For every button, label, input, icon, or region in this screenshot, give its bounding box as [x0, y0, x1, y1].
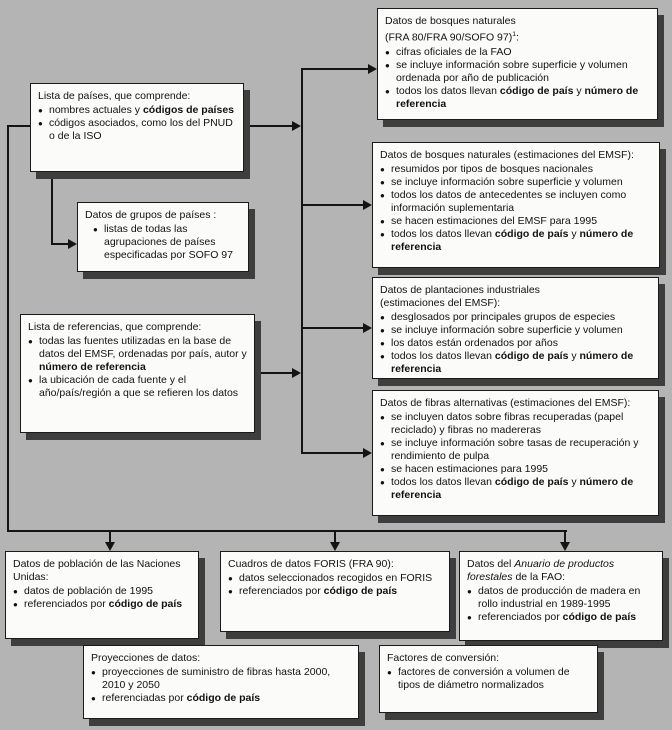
- bullet-icon: ●: [28, 337, 33, 346]
- bullet-icon: ●: [467, 613, 472, 622]
- bullet-text: desglosados por principales grupos de especies: [391, 311, 616, 323]
- box-title: Datos de población de las Naciones Unidas:: [13, 558, 181, 583]
- bullet-icon: ●: [28, 376, 33, 385]
- arrowhead-lista-paises-icon: [292, 121, 301, 131]
- box-proyecciones: [83, 645, 359, 719]
- bullet-icon: ●: [380, 326, 385, 335]
- box-title: Cuadros de datos FORIS (FRA 90):: [228, 558, 394, 570]
- bullet-text: referenciados por código de país: [24, 598, 183, 610]
- bullet-icon: ●: [380, 439, 385, 448]
- arrowhead-bosques-fao-icon: [368, 64, 377, 74]
- connector-elbow-vertical: [51, 172, 53, 245]
- bullet-text: referenciadas por código de país: [102, 692, 261, 704]
- bullet-icon: ●: [13, 587, 18, 596]
- bullet-icon: ●: [380, 230, 385, 239]
- bullet-icon: ●: [228, 587, 233, 596]
- box-grupos-paises: [77, 202, 249, 272]
- bullet-text: factores de conversión a volumen de tipos de diámetro normalizados: [398, 666, 570, 691]
- list-item: [91, 692, 351, 705]
- bullet-icon: ●: [380, 191, 385, 200]
- list-item: [380, 324, 651, 337]
- bullet-text: datos seleccionados recogidos en FORIS: [239, 572, 433, 584]
- list-item: [13, 598, 191, 611]
- box-lista-paises: [30, 83, 244, 172]
- bullet-text: se incluye información sobre superficie y volumen: [391, 324, 623, 336]
- bullet-icon: ●: [38, 119, 43, 128]
- bullet-icon: ●: [93, 225, 98, 234]
- bullet-icon: ●: [13, 600, 18, 609]
- connector-elbow-horizontal: [51, 243, 69, 245]
- arrowhead-foris-icon: [330, 542, 340, 551]
- bullet-icon: ●: [91, 694, 96, 703]
- bullet-icon: ●: [380, 178, 385, 187]
- bullet-icon: ●: [228, 574, 233, 583]
- box-title: Datos de fibras alternativas (estimaciones del EMSF):: [380, 397, 631, 409]
- box-title: Factores de conversión:: [387, 652, 500, 664]
- list-item: [28, 335, 247, 374]
- arrowhead-referencias-icon: [292, 368, 301, 378]
- list-item: [38, 117, 236, 143]
- box-title: Lista de países, que comprende:: [38, 90, 191, 102]
- list-item: [380, 476, 651, 502]
- bullet-text: se hacen estimaciones del EMSF para 1995: [391, 215, 598, 227]
- list-item: [380, 437, 651, 463]
- list-item: [385, 85, 650, 111]
- bullet-text: códigos asociados, como los del PNUD o de la ISO: [49, 117, 233, 142]
- arrowhead-anuario-icon: [560, 542, 570, 551]
- bullet-text: se incluye información sobre superficie y volumen: [391, 176, 623, 188]
- list-item: [380, 163, 652, 176]
- bullet-icon: ●: [387, 668, 392, 677]
- box-title: Datos de grupos de países :: [85, 209, 217, 221]
- list-item: [387, 666, 590, 692]
- box-poblacion: [5, 551, 199, 639]
- box-foris: [220, 551, 450, 632]
- connector-lista-paises-right: [245, 125, 293, 127]
- connector-branch-bosques-fao: [301, 68, 369, 70]
- list-item: [13, 585, 191, 598]
- bullet-text: se incluye información sobre tasas de recuperación y rendimiento de pulpa: [391, 437, 639, 462]
- list-item: [228, 585, 442, 598]
- list-item: [380, 463, 651, 476]
- bullet-text: nombres actuales y códigos de países: [49, 104, 234, 116]
- list-item: [380, 228, 652, 254]
- bullet-icon: ●: [38, 106, 43, 115]
- bullet-text: referenciados por código de país: [478, 611, 637, 623]
- bullet-icon: ●: [380, 352, 385, 361]
- bullet-text: proyecciones de suministro de fibras hasta 2000, 2010 y 2050: [102, 666, 331, 691]
- bullet-icon: ●: [385, 60, 390, 70]
- box-title: Datos de bosques naturales (FRA 80/FRA 90/SOFO 97)$^1$:: [385, 15, 519, 44]
- bullet-text: todos los datos llevan código de país y número de referencia: [396, 84, 639, 110]
- connector-left-vertical: [7, 125, 9, 532]
- list-item: [380, 176, 652, 189]
- connector-mid-vertical: [301, 68, 303, 454]
- bullet-icon: ●: [380, 465, 385, 474]
- list-item: [93, 223, 241, 262]
- list-item: [380, 411, 651, 437]
- box-bosques-naturales-emsf: [372, 142, 660, 268]
- list-item: [91, 666, 351, 692]
- connector-branch-bosques-emsf: [301, 204, 364, 206]
- bullet-text: datos de población de 1995: [24, 585, 154, 597]
- bullet-text: todos los datos llevan código de país y número de referencia: [391, 476, 634, 501]
- list-item: [380, 215, 652, 228]
- box-title: Lista de referencias, que comprende:: [28, 321, 202, 333]
- arrowhead-bosques-emsf-icon: [363, 200, 372, 210]
- bullet-text: todas las fuentes utilizadas en la base de datos del EMSF, ordenadas por país, autor y número de referencia: [39, 335, 247, 373]
- bullet-icon: ●: [380, 217, 385, 226]
- connector-bottom-horizontal: [7, 530, 567, 532]
- list-item: [467, 611, 655, 624]
- connector-lista-paises-left: [7, 125, 32, 127]
- bullet-text: los datos están ordenados por años: [391, 337, 558, 349]
- bullet-icon: ●: [380, 313, 385, 322]
- bullet-icon: ●: [380, 165, 385, 174]
- bullet-icon: ●: [380, 413, 385, 422]
- connector-branch-fibras: [301, 452, 364, 454]
- bullet-icon: ●: [467, 587, 472, 596]
- bullet-icon: ●: [380, 339, 385, 348]
- box-title: Datos del Anuario de productos forestales de la FAO:: [467, 558, 615, 583]
- list-item: [380, 350, 651, 376]
- bullet-icon: ●: [380, 478, 385, 487]
- arrowhead-poblacion-icon: [105, 542, 115, 551]
- connector-referencias-right: [255, 372, 293, 374]
- bullet-text: todos los datos llevan código de país y número de referencia: [391, 350, 634, 375]
- bullet-text: cifras oficiales de la FAO: [396, 45, 512, 58]
- list-item: [385, 46, 650, 59]
- bullet-text: referenciados por código de país: [239, 585, 398, 597]
- list-item: [380, 189, 652, 215]
- list-item: [380, 311, 651, 324]
- box-bosques-naturales-fao: [377, 8, 658, 120]
- bullet-text: resumidos por tipos de bosques nacionales: [391, 163, 593, 175]
- arrowhead-plantaciones-icon: [363, 323, 372, 333]
- bullet-text: se incluye información sobre superficie y volumen ordenada por año de publicación: [396, 58, 628, 84]
- bullet-text: listas de todas las agrupaciones de países especificadas por SOFO 97: [104, 223, 233, 261]
- box-anuario: [459, 551, 663, 641]
- list-item: [28, 374, 247, 400]
- bullet-text: la ubicación de cada fuente y el año/país/región a que se refieren los datos: [39, 374, 239, 399]
- list-item: [380, 337, 651, 350]
- box-title: Datos de plantaciones industriales (estimaciones del EMSF):: [380, 284, 540, 309]
- list-item: [385, 59, 650, 85]
- bullet-text: se hacen estimaciones para 1995: [391, 463, 549, 475]
- box-factores: [379, 645, 598, 713]
- list-item: [38, 104, 236, 117]
- list-item: [228, 572, 442, 585]
- bullet-text: datos de producción de madera en rollo industrial en 1989-1995: [478, 585, 641, 610]
- bullet-text: se incluyen datos sobre fibras recuperadas (papel reciclado) y fibras no madereras: [391, 411, 624, 436]
- arrowhead-grupos-paises-icon: [68, 239, 77, 249]
- connector-branch-plantaciones: [301, 327, 364, 329]
- bullet-icon: ●: [385, 47, 390, 57]
- box-plantaciones-industriales: [372, 277, 659, 379]
- arrowhead-fibras-icon: [363, 448, 372, 458]
- bullet-text: todos los datos de antecedentes se incluyen como información suplementaria: [391, 189, 627, 214]
- box-title: Proyecciones de datos:: [91, 652, 201, 664]
- box-lista-referencias: [20, 314, 255, 433]
- box-fibras-alternativas: [372, 390, 659, 516]
- list-item: [467, 585, 655, 611]
- bullet-text: todos los datos llevan código de país y número de referencia: [391, 228, 634, 253]
- bullet-icon: ●: [91, 668, 96, 677]
- box-title: Datos de bosques naturales (estimaciones del EMSF):: [380, 149, 634, 161]
- bullet-icon: ●: [385, 86, 390, 96]
